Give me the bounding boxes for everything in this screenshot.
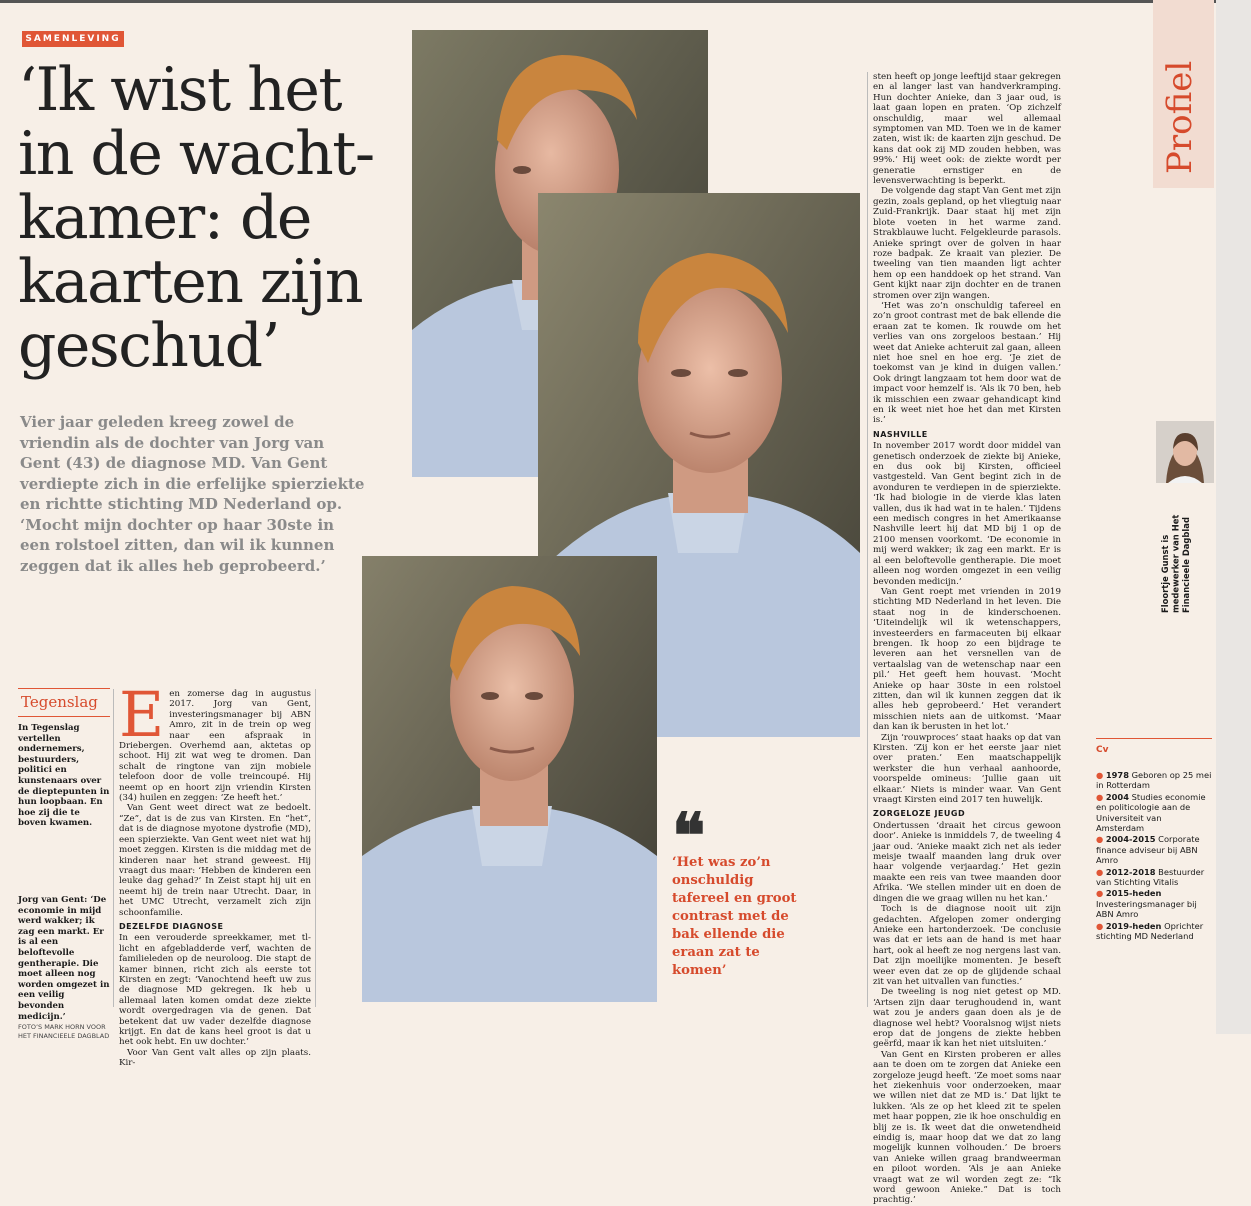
paragraph: De tweeling is nog niet getest op MD. ‘Artsen zijn daar terughoudend in, want wat zou je anders gaan doen als je de diagnose wel hebt? Vooralsnog wijst niets erop dat de jongens de ziekte hebben geërfd, maar ik kan het niet uitsluiten.’ — [873, 987, 1061, 1050]
cv-box — [1096, 738, 1212, 943]
drop-cap: E — [119, 678, 165, 751]
profiel-label: Profiel — [1160, 60, 1200, 174]
paragraph: Voor Van Gent valt alles op zijn plaats. Kir- — [119, 1047, 311, 1069]
subheading: DEZELFDE DIAGNOSE — [119, 921, 224, 931]
paragraph: Zijn ‘rouwproces’ staat haaks op dat van Kirsten. ‘Zij kon er het eerste jaar niet over praten.’ Een maatschappelijk werkster die hun verhaal aanhoorde, voorspelde omineus: ‘Jullie gaan uit elkaar.’ Niets is minder waar. Van Gent vraagt Kirsten eind 2017 ten huwelijk. — [873, 732, 1061, 806]
paragraph: Van Gent weet direct wat ze bedoelt. “Ze”, dat is de zus van Kirsten. En “het”, dat is de diagnose myotone dystrofie (MD), een spierziekte. Van Gent weet niet wat hij moet zeggen. Kirsten is die middag met de kinderen naar het strand geweest. Hij vraagt dus maar: ‘Hebben de kinderen een leuke dag gehad?’ In Zeist stapt hij uit en neemt hij de trein naar Utrecht. Daar, in het UMC Utrecht, verzamelt zich zijn schoonfamilie. — [119, 803, 311, 918]
paragraph: Van Gent en Kirsten proberen er alles aan te doen om te zorgen dat Anieke een zorgeloze jeugd heeft. ‘Ze moet soms naar het ziekenhuis voor onderzoeken, maar we willen niet dat ze MD is.’ Dat lijkt te lukken. ‘Als ze op het kleed zit te spelen met haar poppen, zie ik hoe onschuldig en blij ze is. Ik weet dat die onwetendheid eindig is, maar hoop dat we dat zo lang mogelijk kunnen volhouden.’ De broers van Anieke willen graag brandweerman en piloot worden. ‘Als je aan Anieke vraagt wat ze wil worden zegt ze: “Ik word gewoon Anieke.” Dat is toch prachtig.’ — [873, 1049, 1061, 1206]
quote-mark-icon: ❝ — [672, 799, 700, 872]
cv-item: ● 2015-heden Investeringsmanager bij ABN Amro — [1096, 888, 1197, 920]
bullet-icon: ● — [1096, 770, 1106, 780]
series-description: In Tegenslag vertellen ondernemers, bestuurders, politici en kunstenaars over de dieptepunten in hun loopbaan. En hoe zij die te boven kwamen. — [18, 723, 110, 829]
page-edge — [1216, 0, 1251, 1034]
paragraph: In november 2017 wordt door middel van genetisch onderzoek de ziekte bij Anieke, en dus ook bij Kirsten, officieel vastgesteld. Van Gent begint zich in de avonduren te verdiepen in de spierziekte. ‘Ik had biologie in de vierde klas laten vallen, dus ik had wat in te halen.’ Tijdens een medisch congres in het Amerikaanse Nashville leert hij dat MD bij 1 op de 2100 mensen voorkomt. ‘De economie in mij werd wakker; ik zag een markt. Er is al een beloftevolle gentherapie. Die moet alleen nog worden omgezet in een veilig bevonden medicijn.’ — [873, 441, 1061, 587]
paragraph: In een verouderde spreekkamer, met tl-licht en afgebladderde verf, wachten de familieleden op de neuroloog. Die stapt de kamer binnen, richt zich als eerste tot Kirsten en zegt: ‘Vanochtend heeft uw zus de diagnose MD gekregen. Ik heb u allemaal laten komen omdat deze ziekte wordt overgedragen via de genen. Dat betekent dat uw vader dezelfde diagnose krijgt. En dat de kans heel groot is dat u het ook hebt. En uw dochter.’ — [119, 933, 311, 1048]
cv-item: ● 2019-heden Oprichter stichting MD Nederland — [1096, 920, 1204, 942]
series-sidebar — [18, 688, 110, 829]
pull-quote-text: ‘Het was zo’n onschuldig tafereel en groot contrast met de bak ellende die eraan zat te komen’ — [672, 855, 797, 978]
paragraph: Van Gent roept met vrienden in 2019 stichting MD Nederland in het leven. Die staat nog in de kinderschoenen. ‘Uiteindelijk wil ik wetenschappers, investeerders en farmaceuten bij elkaar brengen. Ik hoop zo een bijdrage te leveren aan het versnellen van de vertaalslag van de wetenschap naar een pil.’ Het geeft hem houvast. ‘Mocht Anieke op haar 30ste in een rolstoel zitten, dan wil ik kunnen zeggen dat ik alles heb geprobeerd.’ Het verandert misschien niets aan de uitkomst. ‘Maar dan kan ik berusten in het lot.’ — [873, 586, 1061, 733]
photo-caption — [18, 895, 113, 1041]
article-column-1 — [119, 678, 311, 1069]
series-heading: Tegenslag — [18, 688, 110, 717]
column-divider — [315, 689, 316, 1007]
cv-item: ● 2004-2015 Corporate finance adviseur bij ABN Amro — [1096, 834, 1200, 866]
intro-lead: Vier jaar geleden kreeg zowel de vriendin als de dochter van Jorg van Gent (43) de diagnose MD. Van Gent verdiepte zich in die erfelijke spierziekte en richtte stichting MD Nederland op. ‘Mocht mijn dochter op haar 30ste in een rolstoel zitten, dan wil ik kunnen zeggen dat ik alles heb geprobeerd.’ — [20, 413, 365, 575]
headline: ‘Ik wist het in de wacht-kamer: de kaarten zijn geschud’ — [18, 55, 374, 381]
caption-text: Jorg van Gent: ‘De economie in mijd werd wakker; ik zag een markt. Er is al een beloftevolle gentherapie. Die moet alleen nog worden omgezet in een veilig bevonden medicijn.’ — [18, 895, 110, 1022]
cv-list — [1096, 770, 1212, 942]
cv-item: ● 2004 Studies economie en politicologie aan de Universiteit van Amsterdam — [1096, 791, 1206, 834]
author-credit: Floortje Gunst is medewerker van Het Financieele Dagblad — [1160, 514, 1191, 613]
paragraph: ‘Het was zo’n onschuldig tafereel en zo’n groot contrast met de bak ellende die eraan zat te komen. Ik rouwde om het verlies van ons zorgeloos bestaan.’ Hij weet dat Anieke achteruit zal gaan, alleen niet hoe snel en hoe erg. ‘Je ziet de toekomst van je kind in duigen vallen.’ Ook dringt langzaam tot hem door wat de impact voor hemzelf is. ‘Als ik 70 ben, heb ik misschien een zwaar gehandicapt kind en ik weet niet hoe het dan met Kirsten is.’ — [873, 300, 1061, 426]
cv-item: ● 1978 Geboren op 25 mei in Rotterdam — [1096, 770, 1212, 791]
paragraph: sten heeft op jonge leeftijd staar gekregen en al langer last van handverkramping. Hun dochter Anieke, dan 3 jaar oud, is laat gaan lopen en praten. ‘Op zichzelf onschuldig, maar wel allemaal symptomen van MD. Toen we in de kamer zaten, wist ik: de kaarten zijn geschud. De kans dat ook zij MD zouden hebben, was 99%.’ Hij weet ook: de ziekte wordt per generatie ernstiger en de levensverwachting is beperkt. — [873, 72, 1061, 187]
paragraph: Toch is de diagnose nooit uit zijn gedachten. Afgelopen zomer onderging Anieke een hartonderzoek. ‘De conclusie was dat er iets aan de hand is met haar hart, ook al heeft ze nog nergens last van. Dat zijn moeilijke momenten. Je beseft weer even dat ze op de glijdende schaal zit van het uitvallen van functies.’ — [873, 904, 1061, 987]
cv-item: ● 2012-2018 Bestuurder van Stichting Vitalis — [1096, 866, 1205, 888]
column-divider — [867, 72, 868, 1007]
paragraph: Ondertussen ‘draait het circus gewoon door’. Anieke is inmiddels 7, de tweeling 4 jaar oud. ‘Anieke maakt zich net als ieder meisje twaalf maanden lang druk over haar volgende verjaardag.’ Het gezin maakte een reis van twee maanden door Afrika. ‘We stellen minder uit en doen de dingen die we graag willen nu het kan.’ — [873, 820, 1061, 904]
bullet-icon: ● — [1096, 866, 1106, 877]
bullet-icon: ● — [1096, 791, 1106, 802]
bullet-icon: ● — [1096, 888, 1106, 899]
column-divider — [113, 689, 114, 1007]
paragraph: en zomerse dag in augustus 2017. Jorg van Gent, investeringsmanager bij ABN Amro, zit in de trein op weg naar een afspraak in Driebergen. Overhemd aan, aktetas op schoot. Hij zit wat weg te dromen. Dan schalt de ringtone van zijn mobiele telefoon door de volle treincoupé. Hij neemt op en hoort zijn vriendin Kirsten (34) huilen en zeggen: ‘Ze heeft het.’ — [119, 689, 311, 804]
bullet-icon: ● — [1096, 834, 1106, 845]
top-rule — [0, 0, 1251, 3]
portrait-photo-three-quarter — [362, 556, 657, 1002]
article-column-2 — [873, 72, 1061, 1206]
pull-quote — [672, 799, 812, 980]
cv-title: Cv — [1096, 738, 1212, 758]
photo-credit: FOTO’S MARK HORN VOOR HET FINANCIEELE DAGBLAD — [18, 1023, 110, 1041]
section-tag: SAMENLEVING — [22, 31, 124, 47]
paragraph: De volgende dag stapt Van Gent met zijn gezin, zoals gepland, op het vliegtuig naar Zuid-Frankrijk. Daar staat hij met zijn blote voeten in het warme zand. Strakblauwe lucht. Felgekleurde parasols. Anieke springt over de golven in haar roze badpak. Ze kraait van plezier. De tweeling van tien maanden ligt achter hem op een handdoek op het strand. Van Gent kijkt naar zijn dochter en de tranen stromen over zijn wangen. — [873, 186, 1061, 301]
bullet-icon: ● — [1096, 920, 1106, 931]
author-avatar — [1156, 421, 1214, 483]
subheading: NASHVILLE — [873, 429, 928, 439]
subheading: ZORGELOZE JEUGD — [873, 809, 966, 819]
